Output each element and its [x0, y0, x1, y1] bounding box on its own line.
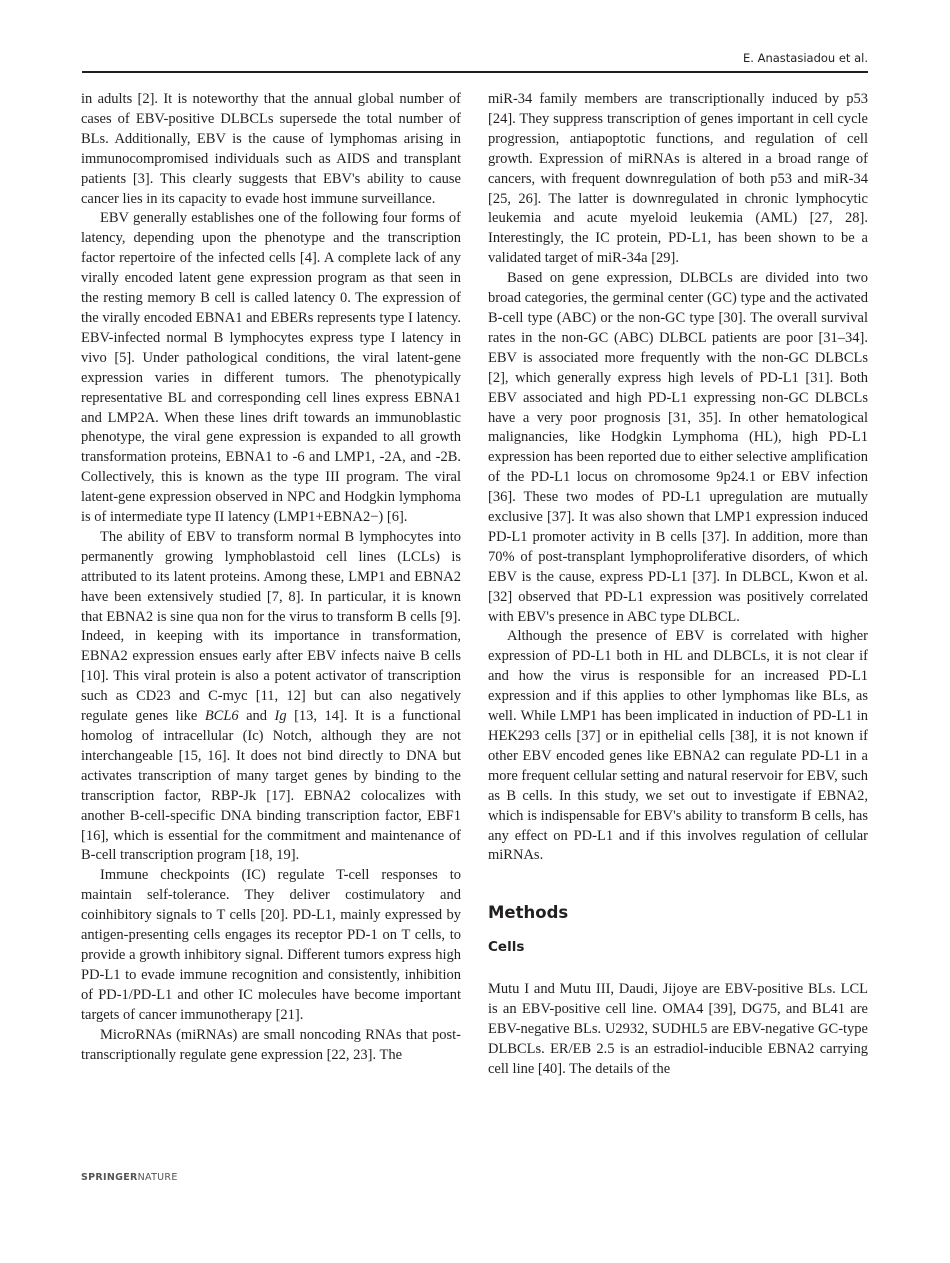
running-header-author: E. Anastasiadou et al. [743, 51, 868, 65]
paragraph: Although the presence of EBV is correlated with higher expression of PD-L1 both in HL and DLBCLs, it is not clear if and how the virus is responsible for an increased PD-L1 expression and if this applies to other lymphomas like BLs, as well. While LMP1 has been implicated in induction of PD-L1 in HEK293 cells [37] or in epithelial cells [38], it is not known if other EBV encoded genes like EBNA2 can regulate PD-L1 in a more frequent cellular setting and natural reservoir for EBV, such as B cells. In this study, we set out to investigate if EBNA2, which is indispensable for EBV's ability to transform B cells, has any effect on PD-L1 and if this involves regulation of cellular miRNAs. [488, 628, 868, 864]
subsection-heading-cells: Cells [488, 939, 525, 956]
paragraph-text: The ability of EBV to transform normal B lymphocytes into permanently growing lymphoblastoid cell lines (LCLs) is attributed to its latent proteins. Among these, LMP1 and EBNA2 have been extensively studied [7, 8]. In particular, it is known that EBNA2 is sine qua non for the virus to transform B cells [9]. Indeed, in keeping with its importance in transformation, EBNA2 expression ensues early after EBV infects naive B cells [10]. This viral protein is also a potent activator of transcription such as CD23 and C-myc [11, 12] but can also negatively regulate genes like [81, 528, 461, 725]
paragraph-text: [13, 14]. It is a functional homolog of intracellular (Ic) Notch, although they are not interchangeable [15, 16]. It does not bind directly to DNA but activates transcription of many target genes by binding to the transcription factor, RBP-Jk [17]. EBNA2 colocalizes with another B-cell-specific DNA binding transcription factor, EBF1 [16], which is essential for the commitment and maintenance of B-cell transcription program [18, 19]. [81, 708, 462, 864]
paragraph: EBV generally establishes one of the following four forms of latency, depending upon the phenotype and the transcription factor repertoire of the infected cells [4]. A complete lack of any virally encoded latent gene expression program as that seen in the resting memory B cell is called latency 0. The expression of the virally encoded EBNA1 and EBERs represents type I latency. EBV-infected normal B lymphocytes express type I latency in vivo [5]. Under pathological conditions, the viral latent-gene expression varies in different tumors. The phenotypically representative BL and corresponding cell lines express EBNA1 and LMP2A. When these lines drift towards an immunoblastic phenotype, the viral gene expression is expanded to all growth transformation proteins, EBNA1 to -6 and LMP1, -2A, and -2B. Collectively, this is known as the type III program. The viral latent-gene expression observed in NPC and Hodgkin lymphoma is of intermediate type II latency (LMP1+EBNA2−) [6]. [81, 210, 461, 526]
right-column [488, 90, 868, 1080]
paragraph: Based on gene expression, DLBCLs are divided into two broad categories, the germinal center (GC) type and the activated B-cell type (ABC) or the non-GC type [30]. The overall survival rates in the non-GC (ABC) DLBCL patients are poor [31–34]. EBV is associated more frequently with the non-GC DLBCLs [2], which generally express high levels of PD-L1 [31]. Both EBV associated and high PD-L1 expressing non-GC DLBCLs have a very poor prognosis [31, 35]. In other hematological malignancies, like Hodgkin Lymphoma (HL), high PD-L1 expression has been reported due to either selective amplification of the PD-L1 locus on chromosome 9p24.1 or EBV infection [36]. These two modes of PD-L1 upregulation are mutually exclusive [37]. It was also shown that LMP1 expression induced PD-L1 promoter activity in B cells [37]. In addition, more than 70% of post-transplant lymphoproliferative disorders, of which EBV is the cause, express PD-L1 [37]. In DLBCL, Kwon et al. [32] observed that PD-L1 expression was positively correlated with EBV's presence in ABC type DLBCL. [488, 270, 868, 625]
gene-name: BCL6 [204, 708, 239, 725]
section-heading-methods: Methods [488, 903, 569, 923]
publisher-logo-part1: SPRINGER [81, 1172, 138, 1183]
paragraph: MicroRNAs (miRNAs) are small noncoding RNAs that post-transcriptionally regulate gene expression [22, 23]. The [81, 1026, 461, 1063]
header-rule [82, 71, 868, 73]
left-column [81, 90, 461, 1065]
gene-name: Ig [274, 708, 287, 725]
paragraph: in adults [2]. It is noteworthy that the annual global number of cases of EBV-positive DLBCLs supersede the total number of BLs. Additionally, EBV is the cause of lymphomas arising in immunocompromised individuals such as AIDS and transplant patients [3]. This clearly suggests that EBV's ability to cause cancer lies in its capacity to evade host immune surveillance. [81, 91, 461, 207]
paragraph: Immune checkpoints (IC) regulate T-cell responses to maintain self-tolerance. They deliver costimulatory and coinhibitory signals to T cells [20]. PD-L1, mainly expressed by antigen-presenting cells engages its receptor PD-1 on T cells, to provide a growth inhibitory signal. Different tumors express high PD-L1 to evade immune recognition and consistently, inhibition of PD-1/PD-L1 and other IC molecules have become important targets of cancer immunotherapy [21]. [81, 867, 461, 1023]
publisher-logo [81, 1172, 178, 1183]
publisher-logo-part2: NATURE [137, 1172, 178, 1183]
paragraph [81, 528, 461, 866]
paragraph-text: and [238, 708, 275, 725]
paragraph: Mutu I and Mutu III, Daudi, Jijoye are EBV-positive BLs. LCL is an EBV-positive cell line. OMA4 [39], DG75, and BL41 are EBV-negative BLs. U2932, SUDHL5 are EBV-negative GC-type DLBCLs. ER/EB 2.5 is an estradiol-inducible EBNA2 carrying cell line [40]. The details of the [488, 981, 868, 1077]
paragraph: miR-34 family members are transcriptionally induced by p53 [24]. They suppress transcription of genes important in cell cycle progression, antiapoptotic functions, and regulation of cell growth. Expression of miRNAs is altered in a broad range of cancers, with frequent downregulation of both p53 and miR-34 [25, 26]. The latter is downregulated in chronic lymphocytic leukemia and acute myeloid leukemia (AML) [27, 28]. Interestingly, the IC protein, PD-L1, has been shown to be a validated target of miR-34a [29]. [488, 91, 868, 267]
